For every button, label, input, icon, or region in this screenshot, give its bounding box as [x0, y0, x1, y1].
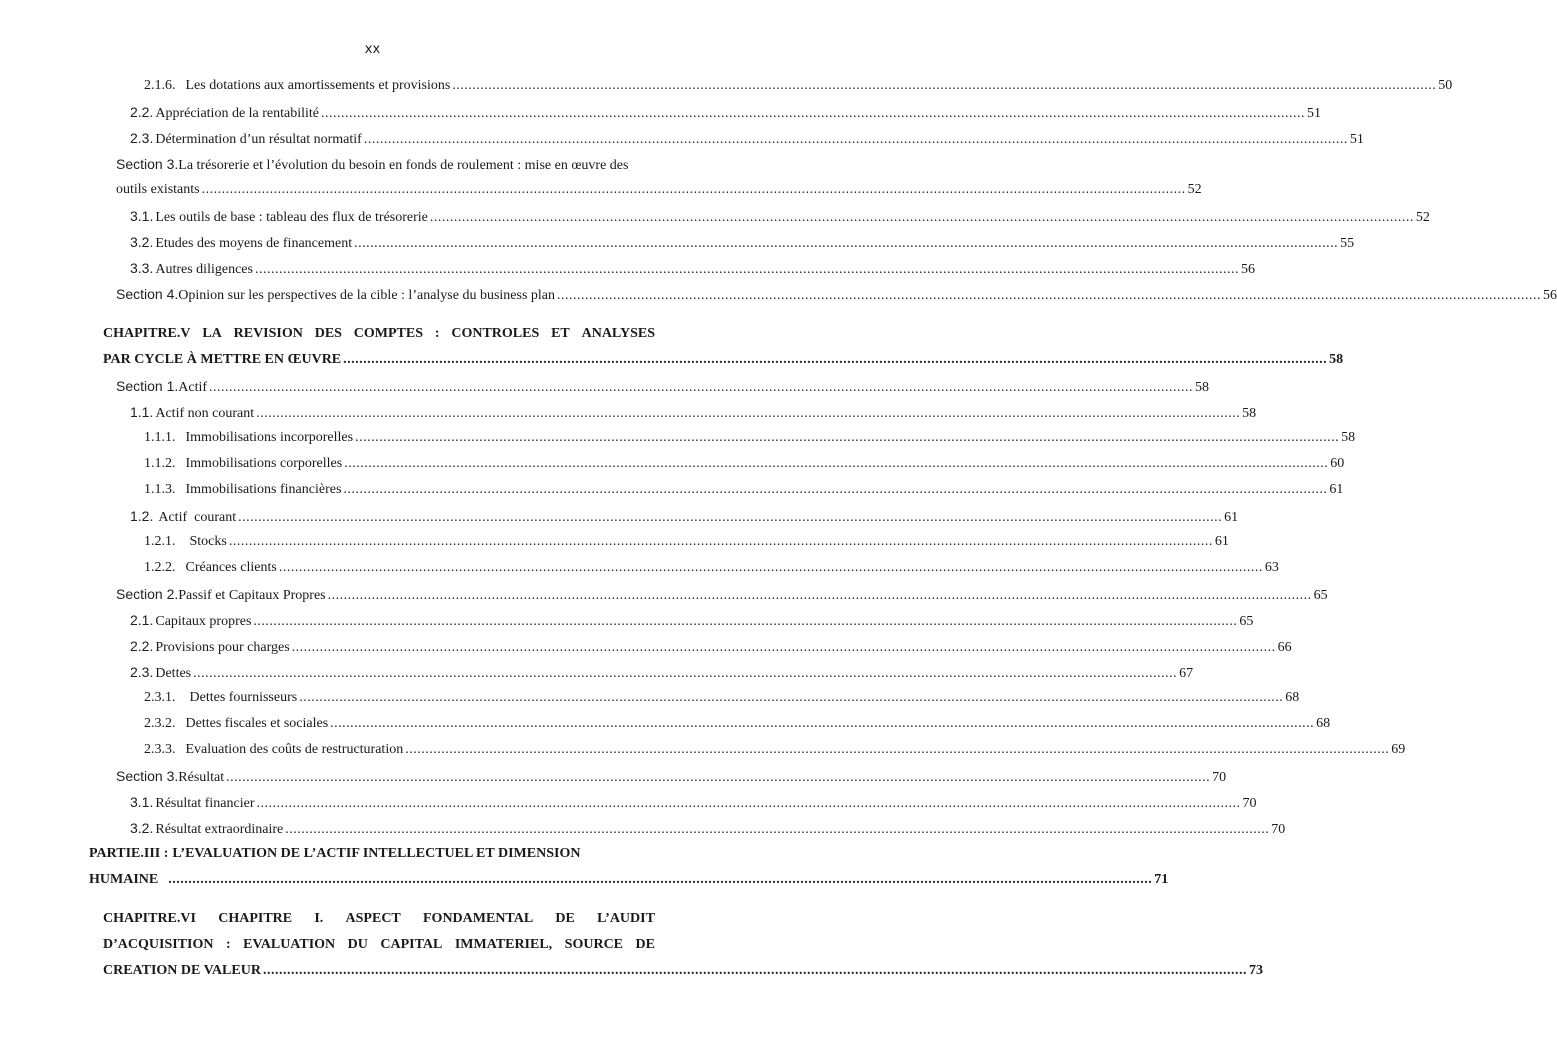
- chapter-title-word: CHAPITRE: [218, 911, 293, 926]
- entry-title: Immobilisations corporelles: [185, 456, 343, 471]
- toc-entry[interactable]: [144, 430, 1356, 446]
- dot-leader: [209, 380, 1193, 396]
- entry-page: 58: [1329, 352, 1344, 367]
- chapter-title-word: D’ACQUISITION: [103, 937, 214, 952]
- entry-number: 3.1.: [130, 208, 154, 224]
- entry-number: 1.1.1.: [144, 430, 176, 445]
- entry-title: Opinion sur les perspectives de la cible : l’analyse du business plan: [178, 288, 556, 303]
- chapter-title-word: IMMATERIEL,: [454, 937, 553, 952]
- entry-page: 56: [1240, 262, 1255, 277]
- dot-leader: [343, 352, 1327, 368]
- chapter-title-word: ASPECT: [345, 911, 401, 926]
- dot-leader: [253, 614, 1237, 630]
- entry-page: 56: [1543, 288, 1557, 303]
- entry-page: 73: [1248, 963, 1263, 978]
- chapter-title-word: :: [225, 937, 231, 952]
- chapter-title-word: REVISION: [233, 326, 303, 341]
- entry-title: Dettes fournisseurs: [189, 690, 298, 705]
- entry-page: 65: [1313, 588, 1328, 603]
- entry-title: Dettes fiscales et sociales: [185, 716, 329, 731]
- chapter-title-word: ANALYSES: [581, 326, 655, 341]
- toc-entry-continuation[interactable]: [103, 352, 1344, 368]
- toc-entry[interactable]: [116, 768, 1227, 786]
- entry-number: 1.2.2.: [144, 560, 176, 575]
- chapter-title-word: DU: [347, 937, 368, 952]
- dot-leader: [557, 288, 1541, 304]
- dot-leader: [321, 106, 1305, 122]
- dot-leader: [263, 963, 1247, 979]
- page-number-header: xx: [364, 42, 381, 57]
- chapter-title-word: DE: [555, 911, 575, 926]
- toc-entry[interactable]: [130, 130, 1364, 148]
- toc-entry-continuation[interactable]: [103, 963, 1263, 979]
- toc-entry[interactable]: [130, 208, 1430, 226]
- entry-page: 51: [1307, 106, 1322, 121]
- entry-title: Appréciation de la rentabilité: [155, 106, 320, 121]
- entry-number: 3.3.: [130, 260, 154, 276]
- toc-entry[interactable]: [144, 716, 1331, 732]
- entry-page: 70: [1212, 770, 1227, 785]
- toc-entry[interactable]: [144, 742, 1406, 758]
- entry-page: 66: [1277, 640, 1292, 655]
- entry-number: 2.2.: [130, 638, 154, 654]
- dot-leader: [430, 210, 1414, 226]
- dot-leader: [285, 822, 1269, 838]
- toc-entry[interactable]: [116, 586, 1328, 604]
- entry-number: 1.1.: [130, 404, 154, 420]
- entry-title: Les dotations aux amortissements et provisions: [185, 78, 451, 93]
- chapter-heading-line2[interactable]: [103, 937, 655, 953]
- toc-entry[interactable]: [130, 508, 1239, 526]
- toc-entry[interactable]: [130, 104, 1322, 122]
- dot-leader: [292, 640, 1276, 656]
- entry-number: 1.1.2.: [144, 456, 176, 471]
- entry-number: 2.3.2.: [144, 716, 176, 731]
- entry-number: Section 3.: [116, 156, 179, 172]
- entry-title: Capitaux propres: [155, 614, 252, 629]
- entry-number: 1.2.: [130, 508, 154, 524]
- entry-number: 3.1.: [130, 794, 154, 810]
- entry-title: Actif courant: [158, 510, 237, 525]
- entry-title: La trésorerie et l’évolution du besoin en fonds de roulement : mise en œuvre des: [178, 158, 629, 173]
- dot-leader: [168, 872, 1152, 888]
- dot-leader: [193, 666, 1177, 682]
- entry-title: Autres diligences: [155, 262, 253, 277]
- entry-number: Section 1.: [116, 378, 179, 394]
- dot-leader: [354, 236, 1338, 252]
- dot-leader: [405, 742, 1389, 758]
- entry-number: 2.3.3.: [144, 742, 176, 757]
- entry-page: 68: [1316, 716, 1331, 731]
- part-heading[interactable]: [89, 846, 655, 862]
- toc-entry[interactable]: [144, 534, 1229, 550]
- toc-entry[interactable]: [144, 690, 1300, 706]
- chapter-title-word: :: [434, 326, 440, 341]
- toc-entry[interactable]: [144, 78, 1453, 94]
- toc-entry[interactable]: [130, 820, 1286, 838]
- entry-title: Résultat financier: [155, 796, 255, 811]
- entry-page: 55: [1340, 236, 1355, 251]
- entry-page: 67: [1179, 666, 1194, 681]
- entry-title: Créances clients: [185, 560, 277, 575]
- chapter-title-word: FONDAMENTAL: [423, 911, 534, 926]
- toc-entry[interactable]: [130, 260, 1255, 278]
- dot-leader: [202, 182, 1186, 198]
- entry-page: 50: [1438, 78, 1453, 93]
- part-title-continuation: HUMAINE: [89, 872, 159, 887]
- chapter-number: CHAPITRE.VI: [103, 911, 196, 926]
- entry-number: Section 3.: [116, 768, 179, 784]
- dot-leader: [238, 510, 1222, 526]
- entry-number: 2.3.: [130, 130, 154, 146]
- entry-number: 2.1.: [130, 612, 154, 628]
- chapter-heading[interactable]: [103, 326, 655, 342]
- entry-title: Actif: [178, 380, 208, 395]
- toc-entry[interactable]: [130, 612, 1254, 630]
- toc-entry[interactable]: [130, 234, 1355, 252]
- chapter-heading[interactable]: [103, 911, 655, 927]
- dot-leader: [257, 796, 1241, 812]
- toc-entry[interactable]: [130, 404, 1257, 422]
- entry-page: 52: [1187, 182, 1202, 197]
- entry-title: Etudes des moyens de financement: [155, 236, 353, 251]
- toc-entry[interactable]: [116, 286, 1557, 304]
- entry-number: 1.2.1.: [144, 534, 176, 549]
- entry-title: Passif et Capitaux Propres: [178, 588, 326, 603]
- entry-title: Dettes: [155, 666, 192, 681]
- toc-entry[interactable]: [144, 456, 1345, 472]
- entry-page: 61: [1224, 510, 1239, 525]
- part-number: PARTIE.III :: [89, 846, 169, 861]
- entry-number: 2.3.: [130, 664, 154, 680]
- chapter-title-word: CAPITAL: [380, 937, 443, 952]
- chapter-title-word: ET: [551, 326, 570, 341]
- entry-title: Résultat extraordinaire: [155, 822, 284, 837]
- dot-leader: [343, 482, 1327, 498]
- chapter-title-word: COMPTES: [353, 326, 423, 341]
- entry-page: 65: [1239, 614, 1254, 629]
- entry-title: Résultat: [178, 770, 225, 785]
- entry-page: 52: [1415, 210, 1430, 225]
- toc-entry[interactable]: [130, 664, 1194, 682]
- chapter-title-word: SOURCE: [564, 937, 624, 952]
- dot-leader: [344, 456, 1328, 472]
- dot-leader: [256, 406, 1240, 422]
- entry-page: 58: [1195, 380, 1210, 395]
- chapter-number: CHAPITRE.V: [103, 326, 191, 341]
- entry-number: 2.1.6.: [144, 78, 176, 93]
- entry-page: 71: [1154, 872, 1169, 887]
- toc-entry[interactable]: [130, 638, 1292, 656]
- dot-leader: [226, 770, 1210, 786]
- dot-leader: [355, 430, 1339, 446]
- entry-title: Provisions pour charges: [155, 640, 290, 655]
- entry-title: Immobilisations financières: [185, 482, 342, 497]
- entry-number: 1.1.3.: [144, 482, 176, 497]
- entry-number: 2.3.1.: [144, 690, 176, 705]
- entry-number: Section 4.: [116, 286, 179, 302]
- dot-leader: [279, 560, 1263, 576]
- chapter-title-word: I.: [314, 911, 324, 926]
- toc-entry[interactable]: [144, 560, 1279, 576]
- toc-entry[interactable]: [116, 378, 1210, 396]
- entry-page: 61: [1329, 482, 1344, 497]
- chapter-title-word: DE: [635, 937, 655, 952]
- entry-title-continuation: PAR CYCLE À METTRE EN ŒUVRE: [103, 352, 342, 367]
- entry-page: 51: [1349, 132, 1364, 147]
- entry-title: Détermination d’un résultat normatif: [155, 132, 362, 147]
- entry-number: Section 2.: [116, 586, 179, 602]
- toc-entry[interactable]: [144, 482, 1344, 498]
- dot-leader: [299, 690, 1283, 706]
- entry-title: Actif non courant: [155, 406, 255, 421]
- entry-page: 70: [1242, 796, 1257, 811]
- dot-leader: [330, 716, 1314, 732]
- entry-page: 58: [1242, 406, 1257, 421]
- entry-title-continuation: CREATION DE VALEUR: [103, 963, 261, 978]
- entry-page: 58: [1341, 430, 1356, 445]
- chapter-title-word: EVALUATION: [243, 937, 336, 952]
- dot-leader: [255, 262, 1239, 278]
- entry-title: Evaluation des coûts de restructuration: [185, 742, 404, 757]
- entry-page: 61: [1214, 534, 1229, 549]
- entry-page: 69: [1391, 742, 1406, 757]
- chapter-title-word: CONTROLES: [451, 326, 540, 341]
- dot-leader: [229, 534, 1213, 550]
- chapter-title-word: L’AUDIT: [597, 911, 655, 926]
- entry-number: 3.2.: [130, 820, 154, 836]
- entry-page: 70: [1271, 822, 1286, 837]
- entry-number: 2.2.: [130, 104, 154, 120]
- dot-leader: [364, 132, 1348, 148]
- entry-page: 63: [1264, 560, 1279, 575]
- entry-title: Les outils de base : tableau des flux de trésorerie: [155, 210, 428, 225]
- entry-page: 68: [1285, 690, 1300, 705]
- entry-page: 60: [1330, 456, 1345, 471]
- toc-entry[interactable]: [130, 794, 1257, 812]
- entry-title-continuation: outils existants: [116, 182, 200, 197]
- toc-entry-continuation[interactable]: [89, 872, 1169, 888]
- chapter-title-word: LA: [202, 326, 222, 341]
- dot-leader: [452, 78, 1436, 94]
- toc-entry[interactable]: [116, 156, 655, 174]
- toc-entry-continuation[interactable]: [116, 182, 1202, 198]
- chapter-title-word: DES: [314, 326, 342, 341]
- part-title: L’EVALUATION DE L’ACTIF INTELLECTUEL ET DIMENSION: [172, 846, 581, 861]
- entry-title: Immobilisations incorporelles: [185, 430, 354, 445]
- entry-title: Stocks: [189, 534, 227, 549]
- entry-number: 3.2.: [130, 234, 154, 250]
- dot-leader: [328, 588, 1312, 604]
